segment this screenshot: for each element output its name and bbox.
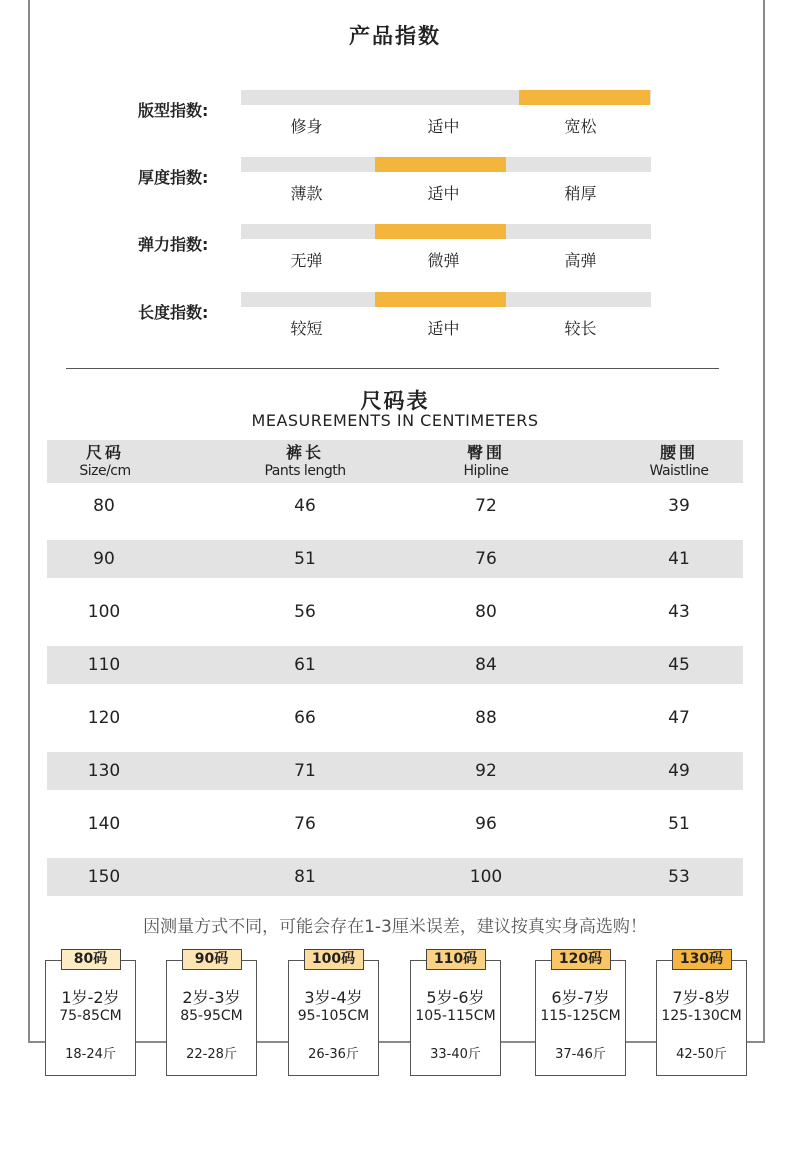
height-range: 105-115CM bbox=[415, 1008, 496, 1024]
age-range: 5岁-6岁 bbox=[426, 988, 485, 1007]
height-range: 85-95CM bbox=[180, 1008, 243, 1024]
size-card bbox=[410, 951, 501, 1076]
table-cell: 76 bbox=[475, 549, 497, 569]
index-row-length bbox=[0, 292, 790, 342]
age-range: 2岁-3岁 bbox=[182, 988, 241, 1007]
size-card bbox=[288, 951, 379, 1076]
table-row bbox=[47, 858, 743, 896]
weight-range: 22-28斤 bbox=[186, 1047, 237, 1062]
size-tag: 110码 bbox=[426, 949, 486, 970]
index-option: 较短 bbox=[290, 319, 323, 338]
index-option: 无弹 bbox=[290, 251, 323, 270]
size-table-body bbox=[47, 487, 743, 911]
size-card bbox=[45, 951, 136, 1076]
height-range: 95-105CM bbox=[297, 1008, 370, 1024]
age-range: 7岁-8岁 bbox=[672, 988, 731, 1007]
weight-range: 18-24斤 bbox=[65, 1047, 116, 1062]
measurement-note: 因测量方式不同，可能会存在1-3厘米误差，建议按真实身高选购！ bbox=[143, 917, 647, 937]
weight-range: 26-36斤 bbox=[308, 1047, 359, 1062]
table-row bbox=[47, 593, 743, 631]
table-cell: 80 bbox=[93, 496, 115, 516]
index-bar-active-segment bbox=[375, 292, 506, 307]
index-option: 适中 bbox=[427, 117, 460, 136]
index-label: 厚度指数: bbox=[138, 168, 209, 187]
index-bar-active-segment bbox=[375, 157, 506, 172]
index-bar bbox=[241, 292, 651, 307]
header-cell-hipline bbox=[406, 443, 566, 480]
product-index-title: 产品指数 bbox=[349, 24, 441, 48]
index-row-thickness bbox=[0, 157, 790, 207]
table-cell: 140 bbox=[87, 814, 121, 834]
index-option: 薄款 bbox=[290, 184, 323, 203]
table-cell: 90 bbox=[93, 549, 115, 569]
header-cn: 臀围 bbox=[466, 443, 505, 462]
table-cell: 72 bbox=[475, 496, 497, 516]
header-cell-size bbox=[25, 443, 185, 480]
index-label: 版型指数: bbox=[138, 101, 209, 120]
size-card bbox=[535, 951, 626, 1076]
size-chart-title: 尺码表 bbox=[360, 389, 430, 413]
table-cell: 53 bbox=[668, 867, 690, 887]
header-cn: 尺码 bbox=[85, 443, 124, 462]
weight-range: 42-50斤 bbox=[676, 1047, 727, 1062]
header-en: Hipline bbox=[463, 463, 509, 479]
age-range: 1岁-2岁 bbox=[61, 988, 120, 1007]
index-label: 长度指数: bbox=[138, 303, 209, 322]
table-cell: 120 bbox=[87, 708, 121, 728]
header-en: Size/cm bbox=[79, 463, 131, 479]
table-cell: 45 bbox=[668, 655, 690, 675]
header-en: Waistline bbox=[649, 463, 709, 479]
size-tag: 130码 bbox=[672, 949, 732, 970]
header-cn: 裤长 bbox=[285, 443, 324, 462]
size-card bbox=[656, 951, 747, 1076]
table-row bbox=[47, 487, 743, 525]
index-option: 适中 bbox=[427, 319, 460, 338]
frame-bottom-border bbox=[28, 1041, 765, 1043]
table-cell: 46 bbox=[294, 496, 316, 516]
size-tag: 80码 bbox=[61, 949, 121, 970]
table-row bbox=[47, 646, 743, 684]
table-cell: 100 bbox=[87, 602, 121, 622]
index-bar-active-segment bbox=[375, 224, 506, 239]
index-option: 宽松 bbox=[564, 117, 597, 136]
index-option: 修身 bbox=[290, 117, 323, 136]
table-cell: 43 bbox=[668, 602, 690, 622]
weight-range: 37-46斤 bbox=[555, 1047, 606, 1062]
section-divider bbox=[66, 368, 719, 369]
age-range: 3岁-4岁 bbox=[304, 988, 363, 1007]
index-row-fit bbox=[0, 90, 790, 140]
weight-range: 33-40斤 bbox=[430, 1047, 481, 1062]
index-bar bbox=[241, 224, 651, 239]
size-tag: 120码 bbox=[551, 949, 611, 970]
table-cell: 56 bbox=[294, 602, 316, 622]
size-tag: 90码 bbox=[182, 949, 242, 970]
header-cell-waistline bbox=[599, 443, 759, 480]
table-cell: 41 bbox=[668, 549, 690, 569]
table-row bbox=[47, 540, 743, 578]
table-cell: 96 bbox=[475, 814, 497, 834]
table-cell: 66 bbox=[294, 708, 316, 728]
index-option: 稍厚 bbox=[564, 184, 597, 203]
size-chart-subtitle: MEASUREMENTS IN CENTIMETERS bbox=[251, 411, 539, 430]
table-cell: 51 bbox=[668, 814, 690, 834]
table-cell: 80 bbox=[475, 602, 497, 622]
table-cell: 150 bbox=[87, 867, 121, 887]
index-option: 适中 bbox=[427, 184, 460, 203]
index-bar bbox=[241, 90, 651, 105]
table-cell: 51 bbox=[294, 549, 316, 569]
table-cell: 110 bbox=[87, 655, 121, 675]
age-range: 6岁-7岁 bbox=[551, 988, 610, 1007]
index-row-elasticity bbox=[0, 224, 790, 274]
table-cell: 92 bbox=[475, 761, 497, 781]
index-bar bbox=[241, 157, 651, 172]
index-label: 弹力指数: bbox=[138, 235, 209, 254]
size-table-header bbox=[47, 440, 743, 483]
table-cell: 88 bbox=[475, 708, 497, 728]
height-range: 125-130CM bbox=[661, 1008, 742, 1024]
table-row bbox=[47, 752, 743, 790]
height-range: 75-85CM bbox=[59, 1008, 122, 1024]
table-cell: 76 bbox=[294, 814, 316, 834]
height-range: 115-125CM bbox=[540, 1008, 621, 1024]
header-cn: 腰围 bbox=[659, 443, 698, 462]
table-cell: 71 bbox=[294, 761, 316, 781]
table-cell: 84 bbox=[475, 655, 497, 675]
table-row bbox=[47, 699, 743, 737]
table-cell: 49 bbox=[668, 761, 690, 781]
index-option: 高弹 bbox=[564, 251, 597, 270]
table-cell: 81 bbox=[294, 867, 316, 887]
header-cell-pants-length bbox=[225, 443, 385, 480]
header-en: Pants length bbox=[264, 463, 346, 479]
table-cell: 61 bbox=[294, 655, 316, 675]
table-row bbox=[47, 805, 743, 843]
index-bar-active-segment bbox=[519, 90, 650, 105]
table-cell: 39 bbox=[668, 496, 690, 516]
size-tag: 100码 bbox=[304, 949, 364, 970]
size-card bbox=[166, 951, 257, 1076]
index-option: 较长 bbox=[564, 319, 597, 338]
table-cell: 100 bbox=[469, 867, 503, 887]
index-option: 微弹 bbox=[427, 251, 460, 270]
table-cell: 130 bbox=[87, 761, 121, 781]
table-cell: 47 bbox=[668, 708, 690, 728]
